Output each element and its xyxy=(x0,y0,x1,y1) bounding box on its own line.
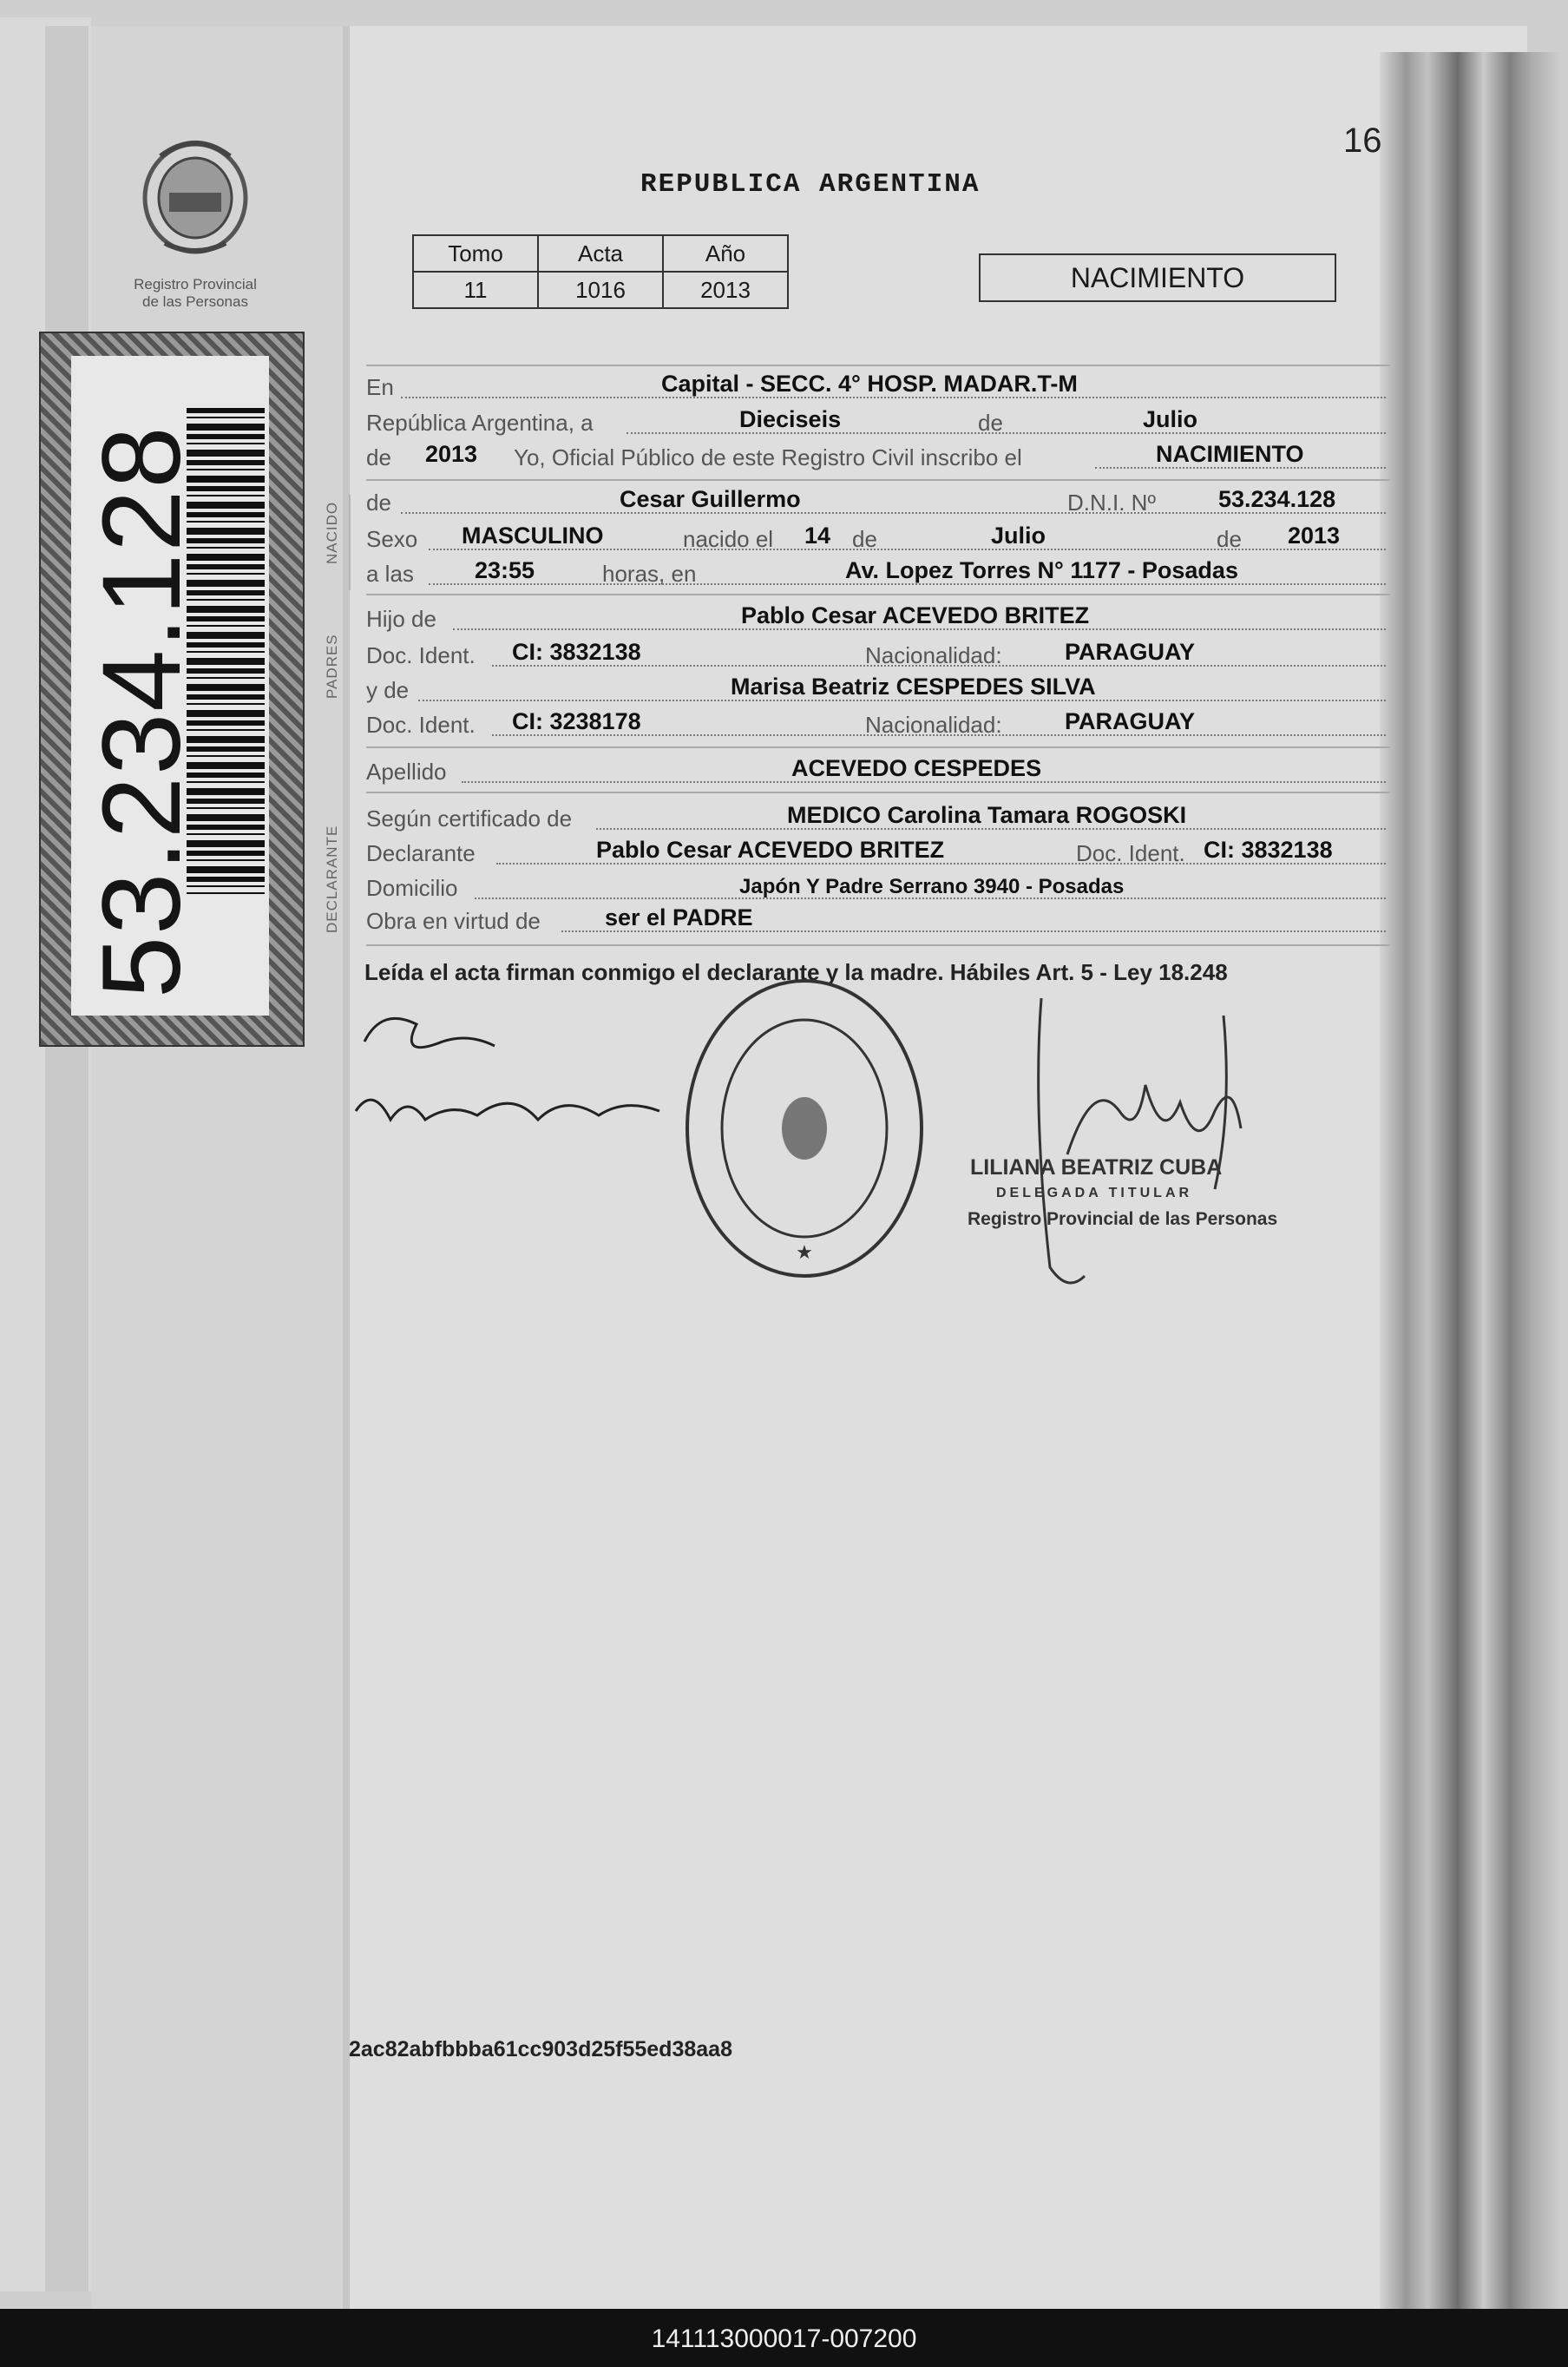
form-row-virtue xyxy=(366,903,1390,937)
inscription-type: NACIMIENTO xyxy=(1156,441,1304,467)
separator xyxy=(366,792,1390,793)
province-emblem-icon xyxy=(134,130,256,260)
apellido-label: Apellido xyxy=(366,759,447,785)
form-row-surname xyxy=(366,753,1390,788)
form-row-sexo xyxy=(366,521,1390,556)
de2-label: de xyxy=(366,444,391,470)
en-label: En xyxy=(366,374,394,400)
stub-divider xyxy=(343,26,350,2309)
table-header-acta: Acta xyxy=(538,235,663,272)
document-title: REPUBLICA ARGENTINA xyxy=(640,169,981,200)
header-separator xyxy=(366,365,1390,366)
obra-label: Obra en virtud de xyxy=(366,908,541,934)
birth-hour: 23:55 xyxy=(475,557,535,583)
form-row-hora xyxy=(366,556,1390,590)
nacido-label: nacido el xyxy=(683,526,774,552)
page-number: 16 xyxy=(1343,122,1382,160)
registry-table xyxy=(412,234,789,309)
form-row-mother xyxy=(366,672,1390,707)
mother-doc: CI: 3238178 xyxy=(512,708,641,734)
mother-name: Marisa Beatriz CESPEDES SILVA xyxy=(731,674,1096,700)
section-label-nacido: NACIDO xyxy=(324,501,340,564)
right-page-edge-blur xyxy=(1380,52,1562,2309)
de3-label: de xyxy=(366,490,391,516)
registry-label-line2: de las Personas xyxy=(142,293,248,310)
signature-official xyxy=(1015,981,1276,1311)
child-dni: 53.234.128 xyxy=(1218,486,1336,512)
separator xyxy=(366,944,1390,946)
declarante-label: Declarante xyxy=(366,840,476,866)
official-seal xyxy=(679,972,930,1285)
form-row-en xyxy=(366,369,1390,404)
registration-year: 2013 xyxy=(425,441,478,467)
closing-statement: Leída el acta firman conmigo el declarante y la madre. Hábiles Art. 5 - Ley 18.248 xyxy=(364,959,1228,985)
birth-year: 2013 xyxy=(1288,523,1341,549)
form-row-father-doc xyxy=(366,637,1390,672)
table-header-tomo: Tomo xyxy=(413,235,538,272)
declarant-name: Pablo Cesar ACEVEDO BRITEZ xyxy=(596,837,945,863)
separator xyxy=(366,479,1390,481)
father-name: Pablo Cesar ACEVEDO BRITEZ xyxy=(741,602,1090,628)
form-row-name xyxy=(366,484,1390,519)
separator xyxy=(366,594,1390,595)
act-type-box: NACIMIENTO xyxy=(979,253,1336,302)
official-title: DELEGADA TITULAR xyxy=(996,1186,1193,1200)
declarant-doc: CI: 3832138 xyxy=(1204,837,1333,863)
birth-day: 14 xyxy=(804,523,831,549)
surname: ACEVEDO CESPEDES xyxy=(791,755,1042,781)
dni-label: D.N.I. Nº xyxy=(1067,490,1156,516)
section-rule xyxy=(349,495,351,590)
certificate: MEDICO Carolina Tamara ROGOSKI xyxy=(787,802,1187,828)
table-value-acta: 1016 xyxy=(538,272,663,308)
address: Japón Y Padre Serrano 3940 - Posadas xyxy=(739,875,1125,898)
table-value-anio: 2013 xyxy=(663,272,788,308)
child-name: Cesar Guillermo xyxy=(620,486,801,512)
section-label-declarante: DECLARANTE xyxy=(324,825,340,933)
table-value-tomo: 11 xyxy=(413,272,538,308)
registry-label xyxy=(113,276,278,311)
sexo-label: Sexo xyxy=(366,526,418,552)
separator xyxy=(366,746,1390,748)
official-office: Registro Provincial de las Personas xyxy=(968,1209,1278,1229)
oficial-text: Yo, Oficial Público de este Registro Civil inscribo el xyxy=(514,444,1022,470)
registration-month: Julio xyxy=(1143,406,1198,432)
place-of-registration: Capital - SECC. 4° HOSP. MADAR.T-M xyxy=(661,371,1078,397)
de-label: de xyxy=(978,410,1003,436)
de4-label: de xyxy=(852,526,877,552)
doc1-label: Doc. Ident. xyxy=(366,642,476,668)
form-row-certificate xyxy=(366,800,1390,835)
signature-declarant xyxy=(347,998,668,1154)
nac1-label: Nacionalidad: xyxy=(865,642,1002,668)
form-row-oficial xyxy=(366,439,1390,474)
de5-label: de xyxy=(1217,526,1242,552)
doc3-label: Doc. Ident. xyxy=(1076,840,1185,866)
birth-place: Av. Lopez Torres N° 1177 - Posadas xyxy=(845,557,1238,583)
horas-label: horas, en xyxy=(602,561,697,587)
form-row-address xyxy=(366,870,1390,904)
id-number-vertical: 53.234.128 xyxy=(80,424,204,998)
father-doc: CI: 3832138 xyxy=(512,639,641,665)
domicilio-label: Domicilio xyxy=(366,875,458,901)
father-nationality: PARAGUAY xyxy=(1065,639,1196,665)
sex: MASCULINO xyxy=(462,523,604,549)
mother-nationality: PARAGUAY xyxy=(1065,708,1196,734)
document-hash: 2ac82abfbbba61cc903d25f55ed38aa8 xyxy=(349,2037,732,2061)
footer-code: 141113000017-007200 xyxy=(651,2324,917,2353)
hijo-label: Hijo de xyxy=(366,606,436,632)
yde-label: y de xyxy=(366,677,410,703)
form-row-date xyxy=(366,404,1390,439)
doc2-label: Doc. Ident. xyxy=(366,712,476,738)
form-row-father xyxy=(366,601,1390,635)
svg-text:★: ★ xyxy=(796,1242,813,1264)
form-row-declarant xyxy=(366,835,1390,870)
birth-month: Julio xyxy=(991,523,1046,549)
virtue: ser el PADRE xyxy=(605,904,753,930)
republica-label: República Argentina, a xyxy=(366,410,594,436)
official-block xyxy=(970,1154,1277,1233)
segun-label: Según certificado de xyxy=(366,805,573,832)
form-row-mother-doc xyxy=(366,707,1390,741)
official-name: LILIANA BEATRIZ CUBA xyxy=(970,1155,1223,1180)
section-label-padres: PADRES xyxy=(324,634,340,699)
registry-label-line1: Registro Provincial xyxy=(134,276,257,293)
nac2-label: Nacionalidad: xyxy=(865,712,1002,738)
registration-day: Dieciseis xyxy=(739,406,842,432)
alas-label: a las xyxy=(366,561,414,587)
table-header-anio: Año xyxy=(663,235,788,272)
